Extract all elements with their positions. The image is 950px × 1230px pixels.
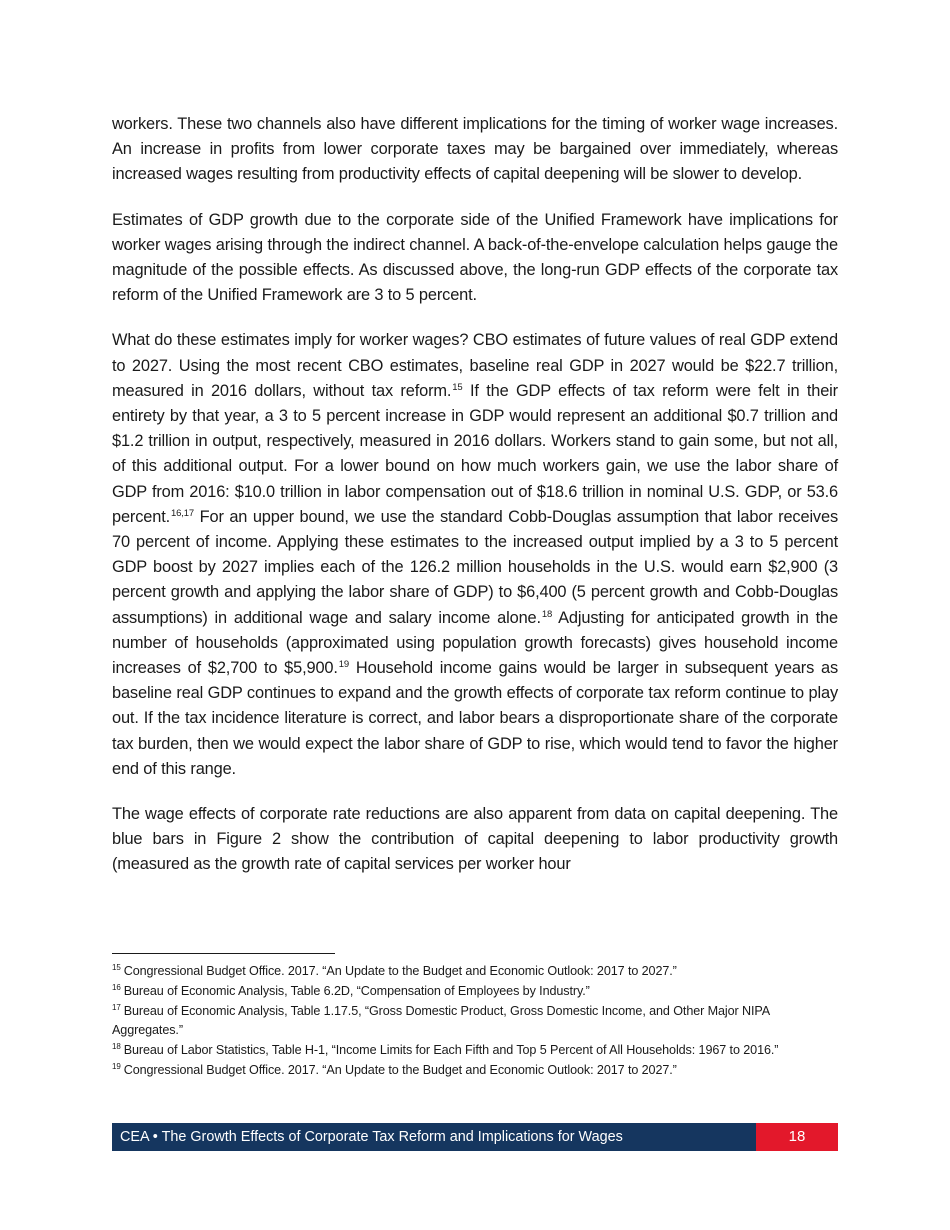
footnote-number: 16 <box>112 982 121 992</box>
footer-title: CEA • The Growth Effects of Corporate Tax Reform and Implications for Wages <box>112 1123 756 1151</box>
footnote-item <box>112 962 838 981</box>
footnote-ref[interactable]: 19 <box>338 659 350 671</box>
paragraph-2: Estimates of GDP growth due to the corporate side of the Unified Framework have implications for worker wages arising through the indirect channel. A back-of-the-envelope calculation helps gauge the magnitude of the possible effects. As discussed above, the long-run GDP effects of the corporate tax reform of the Unified Framework are 3 to 5 percent. <box>112 210 838 305</box>
footnote-text: Bureau of Economic Analysis, Table 1.17.5, “Gross Domestic Product, Gross Domestic Income, and Other Major NIPA Aggregates.” <box>112 1003 770 1038</box>
paragraph-4: The wage effects of corporate rate reductions are also apparent from data on capital deepening. The blue bars in Figure 2 show the contribution of capital deepening to labor productivity growth (measured as the growth rate of capital services per worker hour <box>112 805 838 874</box>
paragraph-3-text: Household income gains would be larger in subsequent years as baseline real GDP continues to expand and the growth effects of corporate tax reform continue to play out. If the tax incidence literature is correct, and labor bears a disproportionate share of the corporate tax burden, then we would expect the labor share of GDP to rise, which would tend to favor the higher end of this range. <box>112 659 838 778</box>
paragraph-1: workers. These two channels also have different implications for the timing of worker wage increases. An increase in profits from lower corporate taxes may be bargained over immediately, whereas increased wages resulting from productivity effects of capital deepening will be slower to develop. <box>112 115 838 184</box>
footnote-divider <box>112 953 335 954</box>
footnote-text: Congressional Budget Office. 2017. “An Update to the Budget and Economic Outlook: 2017 to 2027.” <box>123 1063 677 1078</box>
page-footer <box>112 1123 838 1151</box>
footnote-number: 18 <box>112 1042 121 1052</box>
footnote-item <box>112 1002 838 1041</box>
paragraph-3-text: What do these estimates imply for worker wages? CBO estimates of future values of real GDP extend to 2027. Using the most recent CBO estimates, baseline real GDP in 2027 would be $22.7 trillion, measured in 2016 dollars, without tax reform. <box>112 331 838 400</box>
footnotes <box>112 962 838 1081</box>
footnote-number: 17 <box>112 1002 121 1012</box>
paragraph-3-text: For an upper bound, we use the standard Cobb-Douglas assumption that labor receives 70 percent of income. Applying these estimates to the increased output implied by a 3 to 5 percent GDP boost by 2027 implies each of the 126.2 million households in the U.S. would earn $2,900 (3 percent growth and applying the labor share of GDP) to $6,400 (5 percent growth and Cobb-Douglas assumptions) in additional wage and salary income alone. <box>112 507 838 627</box>
footnote-text: Congressional Budget Office. 2017. “An Update to the Budget and Economic Outlook: 2017 to 2027.” <box>123 964 677 978</box>
page-body <box>112 112 838 898</box>
footnote-number: 15 <box>112 963 121 972</box>
footnote-item <box>112 1041 838 1060</box>
paragraph-3-text: If the GDP effects of tax reform were felt in their entirety by that year, a 3 to 5 percent increase in GDP would represent an additional $0.7 trillion and $1.2 trillion in output, respectively, measured in 2016 dollars. Workers stand to gain some, but not all, of this additional output. For a lower bound on how much workers gain, we use the labor share of GDP from 2016: $10.0 trillion in labor compensation out of $18.6 trillion in nominal U.S. GDP, or 53.6 percent. <box>112 381 838 526</box>
footnote-item <box>112 1061 838 1080</box>
footnote-text: Bureau of Economic Analysis, Table 6.2D, “Compensation of Employees by Industry.” <box>123 983 590 998</box>
footnote-text: Bureau of Labor Statistics, Table H-1, “Income Limits for Each Fifth and Top 5 Percent of All Households: 1967 to 2016.” <box>123 1043 779 1058</box>
footnote-ref[interactable]: 18 <box>541 608 553 620</box>
paragraph-3 <box>112 328 838 782</box>
paragraph-3-text: Adjusting for anticipated growth in the number of households (approximated using population growth forecasts) gives household income increases of $2,700 to $5,900. <box>112 608 838 678</box>
page-number: 18 <box>756 1123 838 1151</box>
footnote-item <box>112 982 838 1001</box>
footnote-number: 19 <box>112 1062 121 1072</box>
footnote-ref[interactable]: 16,17 <box>171 507 195 519</box>
footnote-ref[interactable]: 15 <box>452 381 463 393</box>
